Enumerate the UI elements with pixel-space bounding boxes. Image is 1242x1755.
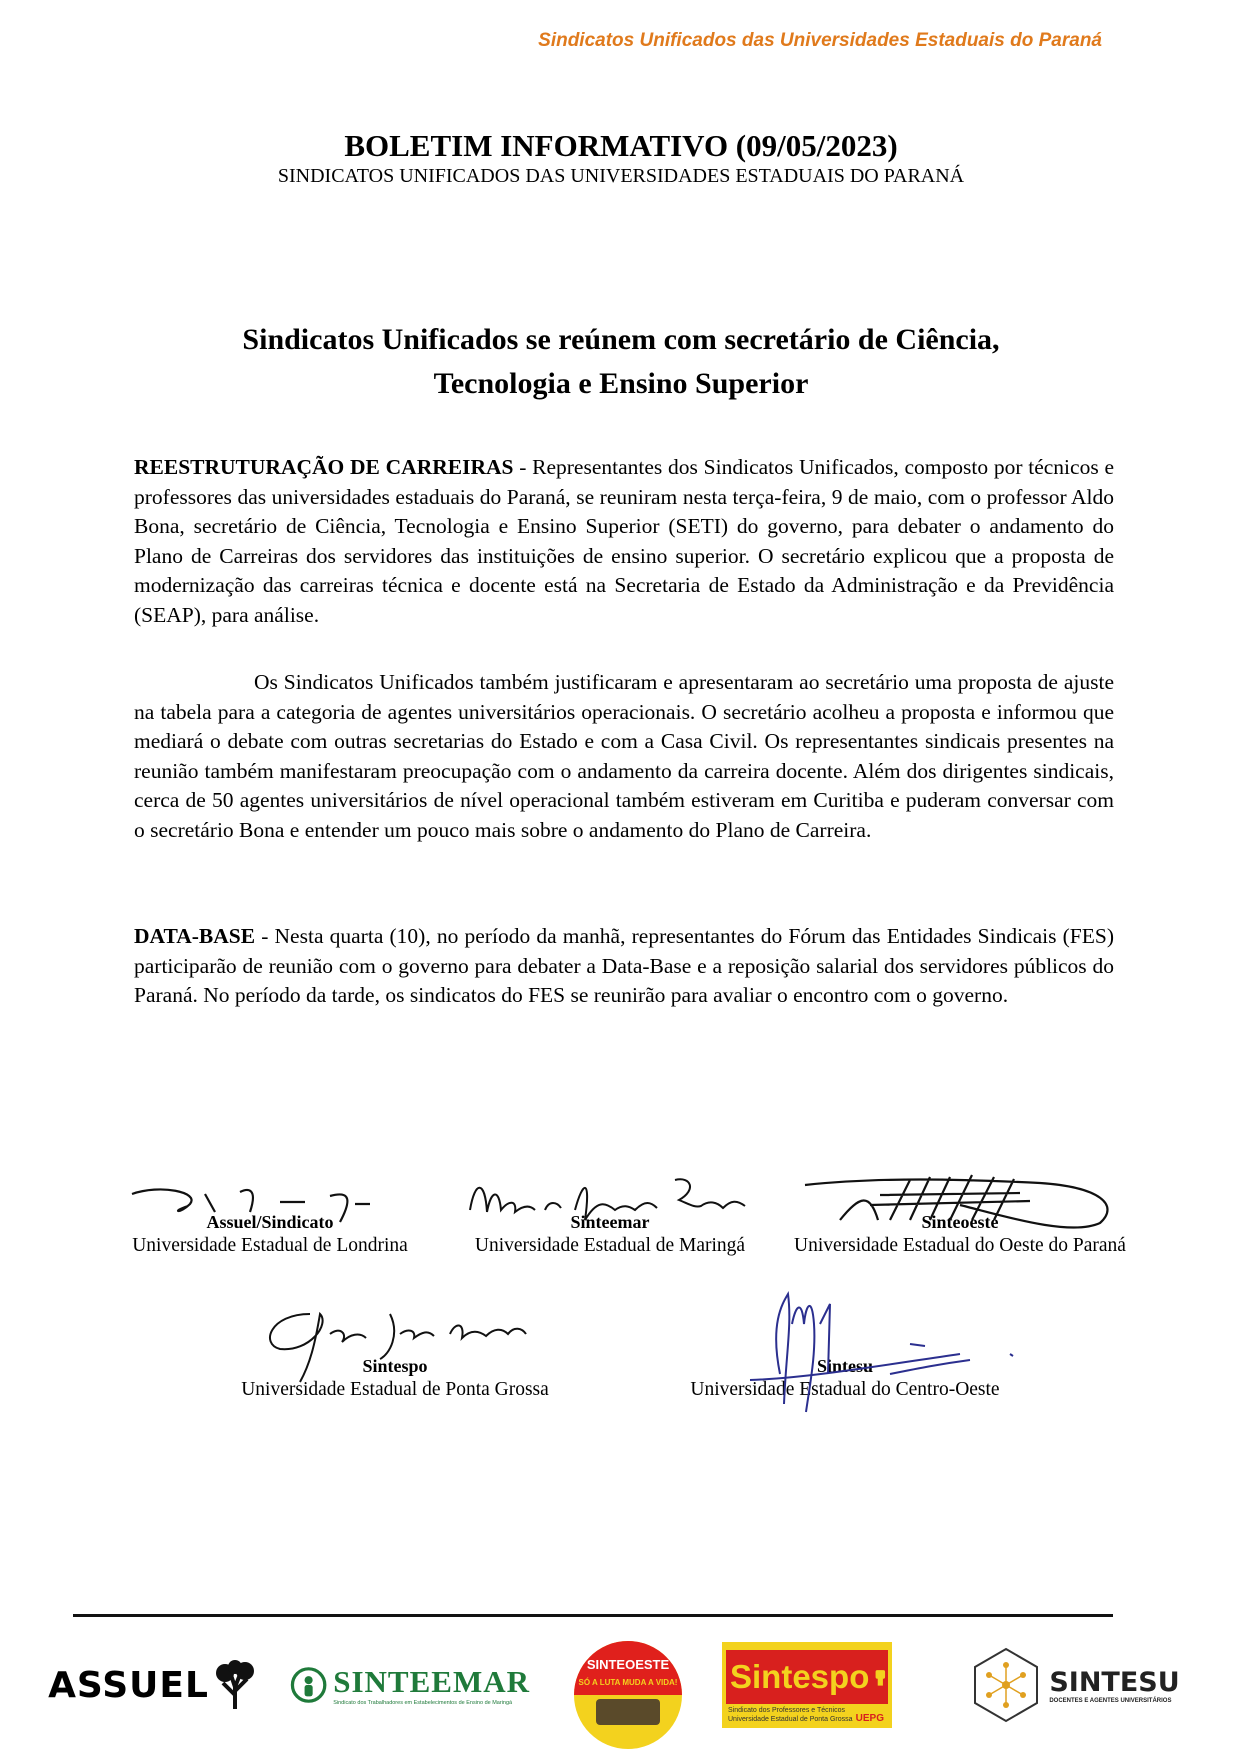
handwritten-signature: [465, 1170, 765, 1230]
paragraph-database: [134, 922, 1114, 1011]
handwritten-signature: [250, 1304, 560, 1384]
sinteemar-logo: [290, 1640, 530, 1730]
signature-institution: Universidade Estadual de Ponta Grossa: [241, 1379, 549, 1400]
signature-name: Sintespo: [362, 1356, 428, 1376]
sintesu-caption: DOCENTES E AGENTES UNIVERSITÁRIOS: [1049, 1697, 1172, 1704]
signature-name: Sinteoeste: [921, 1212, 999, 1232]
handwritten-signature: [710, 1284, 1030, 1414]
sintesu-emblem-icon: [971, 1647, 1041, 1723]
sintespo-logo-text: Sintespo: [730, 1658, 870, 1695]
sintespo-caption-1: Sindicato dos Professores e Técnicos: [728, 1707, 845, 1714]
signature-name: Assuel/Sindicato: [206, 1212, 334, 1232]
sintesu-logo-text: SINTESU: [1049, 1666, 1180, 1698]
signature-institution: Universidade Estadual do Oeste do Paraná: [794, 1235, 1126, 1256]
signature-name: Sintesu: [816, 1356, 874, 1376]
bulletin-title: BOLETIM INFORMATIVO (09/05/2023): [344, 128, 898, 163]
signature-institution: Universidade Estadual do Centro-Oeste: [690, 1379, 1000, 1400]
sinteemar-caption: Sindicato dos Trabalhadores em Estabelecimentos de Ensino de Maringá: [333, 1700, 513, 1706]
footer-rule: [73, 1614, 1113, 1617]
signature-institution: Universidade Estadual de Maringá: [474, 1235, 746, 1256]
signature-assuel: [110, 1210, 430, 1266]
headline-line-2: Tecnologia e Ensino Superior: [433, 367, 809, 400]
headline: [140, 318, 1102, 406]
sintespo-caption-2: Universidade Estadual de Ponta Grossa: [728, 1716, 853, 1723]
paragraph-text: Os Sindicatos Unificados também justificaram e apresentaram ao secretário uma proposta de ajuste na tabela para a categoria de agentes universitários operacionais. O secretário acolheu a proposta e informou que mediará o debate com outras secretarias do Estado e com a Casa Civil. Os representantes sindicais presentes na reunião também manifestaram preocupação com o andamento da carreira docente. Além dos dirigentes sindicais, cerca de 50 agentes universitários de nível operacional também estiveram em Curitiba e puderam conversar com o secretário Bona e entender um pouco mais sobre o andamento do Plano de Carreira.: [134, 670, 1114, 842]
handwritten-signature: [130, 1182, 430, 1232]
sinteemar-logo-text: SINTEEMAR: [333, 1664, 530, 1699]
sinteoeste-badge: [572, 1639, 684, 1751]
signature-name: Sinteemar: [570, 1212, 650, 1232]
signature-sintespo: [230, 1354, 560, 1410]
paragraph-proposal: [134, 668, 1114, 845]
signature-sinteoeste: [780, 1210, 1140, 1266]
assuel-logo-text: ASSUEL: [48, 1664, 209, 1706]
paragraph-lead: REESTRUTURAÇÃO DE CARREIRAS: [134, 455, 514, 479]
assuel-logo: [45, 1640, 260, 1730]
sinteoeste-logo-text: SINTEOESTE: [586, 1657, 670, 1672]
uepg-badge: UEPG: [855, 1713, 884, 1724]
sintesu-logo: [958, 1640, 1193, 1730]
raised-fist-icon: [873, 1655, 888, 1699]
header-organization: Sindicatos Unificados das Universidades Estaduais do Paraná: [538, 30, 1102, 51]
signature-institution: Universidade Estadual de Londrina: [132, 1235, 408, 1256]
paragraph-text: - Representantes dos Sindicatos Unificados, composto por técnicos e professores das universidades estaduais do Paraná, se reuniram nesta terça-feira, 9 de maio, com o professor Aldo Bona, secretário de Ciência, Tecnologia e Ensino Superior (SETI) do governo, para debater o andamento do Plano de Carreiras dos servidores das instituições de ensino superior. O secretário explicou que a proposta de modernização das carreiras técnica e docente está na Secretaria de Estado da Administração e da Previdência (SEAP), para análise.: [134, 455, 1114, 627]
sinteemar-emblem-icon: [290, 1662, 327, 1708]
signature-sinteemar: [455, 1210, 765, 1266]
sinteoeste-motto: SÓ A LUTA MUDA A VIDA!: [578, 1678, 678, 1687]
title-block: [0, 128, 1242, 188]
sintespo-logo: [722, 1640, 892, 1730]
sinteoeste-logo: [568, 1640, 688, 1730]
tree-icon: [213, 1659, 257, 1711]
signature-sintesu: [680, 1354, 1010, 1410]
paragraph-text: - Nesta quarta (10), no período da manhã, representantes do Fórum das Entidades Sindicais (FES) participarão de reunião com o governo para debater a Data-Base e a reposição salarial dos servidores públicos do Paraná. No período da tarde, os sindicatos do FES se reunirão para avaliar o encontro com o governo.: [134, 924, 1114, 1007]
handwritten-signature: [800, 1165, 1130, 1240]
bulletin-subtitle: SINDICATOS UNIFICADOS DAS UNIVERSIDADES ESTADUAIS DO PARANÁ: [277, 165, 965, 187]
paragraph-lead: DATA-BASE: [134, 924, 256, 948]
headline-line-1: Sindicatos Unificados se reúnem com secretário de Ciência,: [242, 323, 1000, 356]
paragraph-careers: [134, 453, 1114, 630]
